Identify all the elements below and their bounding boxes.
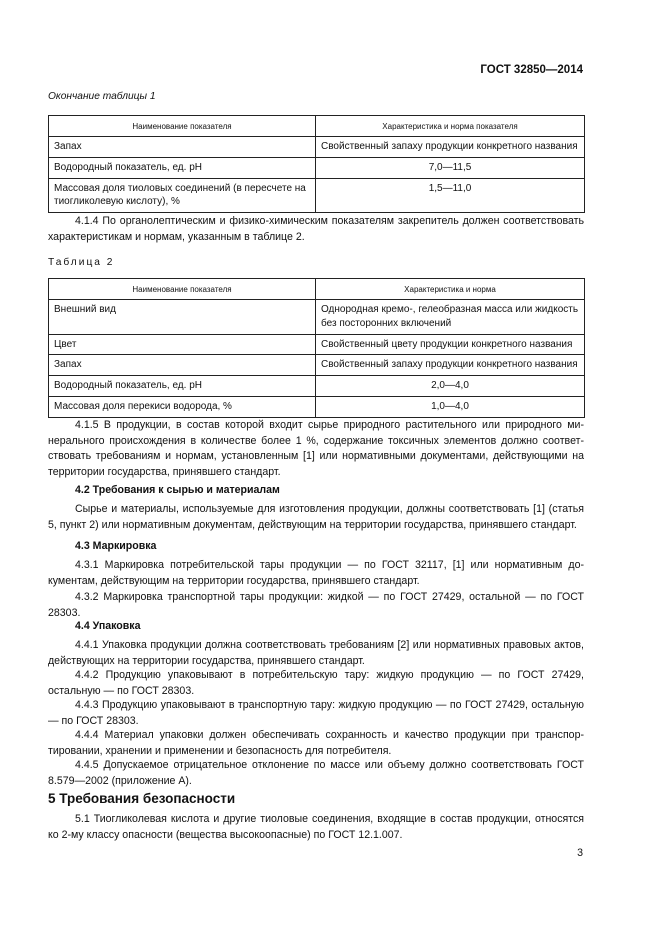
table-cell: Свойственный запаху продукции конкретного названия — [316, 137, 585, 158]
table-row — [49, 157, 585, 178]
table-header-cell: Характеристика и норма показателя — [316, 116, 585, 137]
table2-caption: Таблица 2 — [48, 257, 115, 268]
table-cell: Водородный показатель, ед. pH — [49, 376, 316, 397]
table-cell: Внешний вид — [49, 300, 316, 335]
table-row — [49, 355, 585, 376]
paragraph-4-1-5: 4.1.5 В продукции, в состав которой входит сырье природного растительного или природного минерального происхождения в количестве более 1 %, содержание токсичных элементов должно соответствовать требованиям и нормам, установленным [1] или нормативными документами, действующими на территории государства, принявшего стандарт. — [48, 419, 584, 478]
paragraph-4-1-4: 4.1.4 По органолептическим и физико-химическим показателям закрепитель должен соответствовать характеристикам и нормам, указанным в таблице 2. — [48, 215, 584, 243]
paragraph-4-4-3: 4.4.3 Продукцию упаковывают в транспортную тару: жидкую продукцию — по ГОСТ 27429, остальную — по ГОСТ 28303. — [48, 699, 584, 727]
table-cell: Массовая доля перекиси водорода, % — [49, 397, 316, 418]
table-cell: Массовая доля тиоловых соединений (в пересчете на тиогликолевую кислоту), % — [49, 178, 316, 213]
table-header-cell: Характеристика и норма — [316, 279, 585, 300]
table-cell: Свойственный цвету продукции конкретного названия — [316, 334, 585, 355]
table-header-row — [49, 279, 585, 300]
table-cell: Свойственный запаху продукции конкретного названия — [316, 355, 585, 376]
table-header-row — [49, 116, 585, 137]
paragraph-4-4-1: 4.4.1 Упаковка продукции должна соответствовать требованиям [2] или нормативных правовых актов, действующих на территории государства, принявшего стандарт. — [48, 639, 584, 667]
paragraph-5-1: 5.1 Тиогликолевая кислота и другие тиоловые соединения, входящие в состав продукции, относятся ко 2-му классу опасности (вещества высокоопасные) по ГОСТ 12.1.007. — [48, 813, 584, 841]
table-cell: 1,0—4,0 — [316, 397, 585, 418]
table-cell: 1,5—11,0 — [316, 178, 585, 213]
paragraph-4-3-1: 4.3.1 Маркировка потребительской тары продукции — по ГОСТ 32117, [1] или нормативным документам, действующим на территории государства, принявшего стандарт. — [48, 559, 584, 587]
section-4-3-title: 4.3 Маркировка — [75, 540, 157, 552]
table-cell: Запах — [49, 355, 316, 376]
paragraph-4-3-2: 4.3.2 Маркировка транспортной тары продукции: жидкой — по ГОСТ 27429, остальной — по ГОСТ 28303. — [48, 591, 584, 619]
table-header-cell: Наименование показателя — [49, 116, 316, 137]
table-1 — [48, 115, 585, 213]
table-row — [49, 137, 585, 158]
table-row — [49, 300, 585, 335]
table-header-cell: Наименование показателя — [49, 279, 316, 300]
table-row — [49, 397, 585, 418]
paragraph-4-4-2: 4.4.2 Продукцию упаковывают в потребительскую тару: жидкую продукцию — по ГОСТ 27429, остальную — по ГОСТ 28303. — [48, 669, 584, 697]
standard-code: ГОСТ 32850—2014 — [480, 64, 583, 76]
section-4-2-text: Сырье и материалы, используемые для изготовления продукции, должны соответствовать [1] (статья 5, пункт 2) или нормативным документам, действующим на территории государства, принявшего стандарт. — [48, 503, 584, 531]
table-cell: Водородный показатель, ед. pH — [49, 157, 316, 178]
section-4-2-title: 4.2 Требования к сырью и материалам — [75, 484, 280, 496]
table-row — [49, 334, 585, 355]
table1-caption: Окончание таблицы 1 — [48, 91, 156, 102]
table-row — [49, 376, 585, 397]
section-5-title: 5 Требования безопасности — [48, 791, 236, 806]
table-2 — [48, 278, 585, 418]
section-4-4-title: 4.4 Упаковка — [75, 620, 141, 632]
table-cell: Цвет — [49, 334, 316, 355]
paragraph-4-4-5: 4.4.5 Допускаемое отрицательное отклонение по массе или объему должно соответствовать ГОСТ 8.579—2002 (приложение А). — [48, 759, 584, 787]
table-cell: Однородная кремо-, гелеобразная масса или жидкость без посторонних включений — [316, 300, 585, 335]
table-cell: 7,0—11,5 — [316, 157, 585, 178]
page-number: 3 — [577, 847, 583, 859]
paragraph-4-4-4: 4.4.4 Материал упаковки должен обеспечивать сохранность и качество продукции при транспортировании, хранении и применении и безопасность для потребителя. — [48, 729, 584, 757]
table-row — [49, 178, 585, 213]
table-cell: Запах — [49, 137, 316, 158]
table-cell: 2,0—4,0 — [316, 376, 585, 397]
